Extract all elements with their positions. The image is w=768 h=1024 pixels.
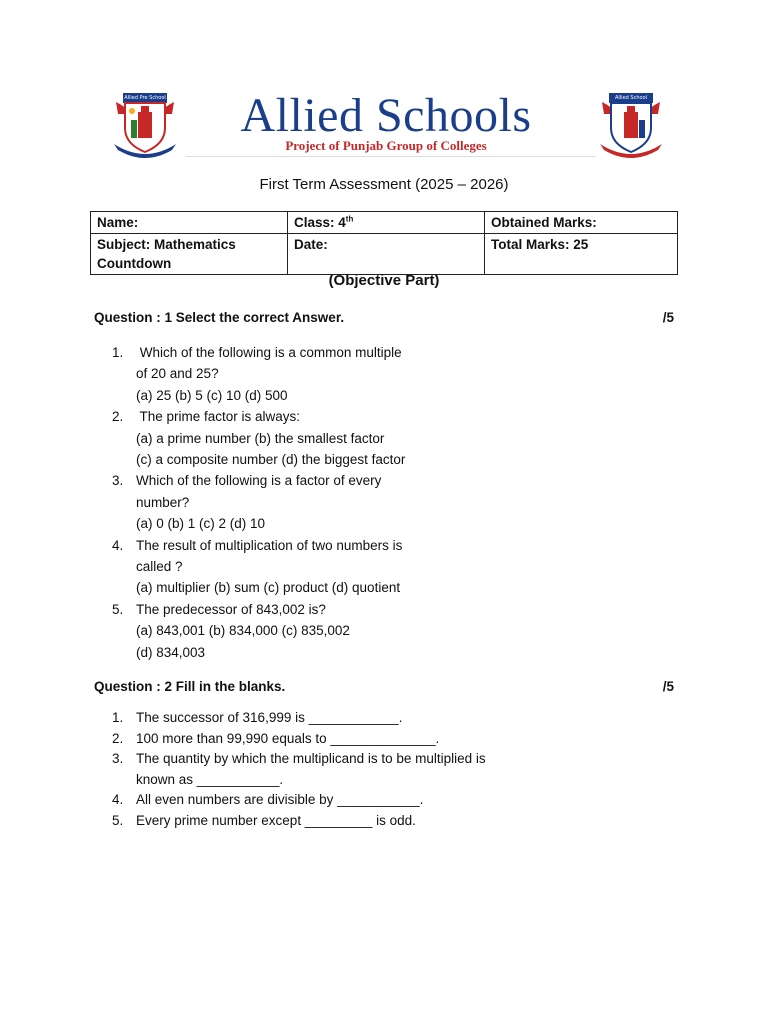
brand-tagline: Project of Punjab Group of Colleges: [285, 138, 487, 153]
item-text-line: 100 more than 99,990 equals to ______________.: [136, 730, 440, 746]
item-text-line: known as ___________.: [136, 771, 284, 787]
total-marks-label: Total Marks: 25: [491, 237, 589, 252]
name-label: Name:: [97, 215, 139, 230]
header-divider: [186, 156, 596, 157]
item-text-line: The predecessor of 843,002 is?: [136, 601, 326, 617]
item-text-line: (a) 25 (b) 5 (c) 10 (d) 500: [136, 387, 288, 403]
item-text-line: Which of the following is a factor of every: [136, 473, 382, 489]
item-text-line: All even numbers are divisible by ___________.: [136, 792, 424, 807]
student-info-table: [90, 211, 678, 275]
list-item: [112, 790, 532, 811]
date-cell[interactable]: [288, 234, 485, 275]
crest-left-caption: Allied Pre School: [124, 95, 166, 101]
question-2-marks: /5: [662, 679, 674, 694]
obtained-marks-cell[interactable]: [485, 212, 678, 234]
question-1-title: Question : 1 Select the correct Answer.: [94, 310, 345, 325]
item-text-line: of 20 and 25?: [136, 366, 219, 382]
crest-right-caption: Allied School: [614, 95, 648, 101]
table-row: [91, 212, 678, 234]
item-text-line: The successor of 316,999 is ____________.: [136, 710, 403, 725]
class-cell[interactable]: [288, 212, 485, 234]
item-text-line: called ?: [136, 559, 183, 575]
item-number: 1.: [112, 345, 124, 360]
table-row: [91, 234, 678, 275]
question-2-heading: [94, 678, 676, 696]
question-1-list: [112, 342, 552, 663]
school-crest-left: [110, 92, 180, 158]
item-text-line: Every prime number except _________ is odd.: [136, 812, 416, 828]
brand-name: Allied Schools: [240, 89, 532, 142]
question-1-heading: [94, 309, 676, 327]
school-header: [110, 90, 662, 160]
item-text-line: (c) a composite number (d) the biggest factor: [136, 452, 406, 468]
obtained-marks-label: Obtained Marks:: [491, 215, 597, 230]
question-2-list: [112, 708, 532, 831]
date-label: Date:: [294, 237, 328, 252]
class-label: Class: 4: [294, 215, 346, 230]
item-text-line: The prime factor is always:: [136, 409, 301, 425]
assessment-title: First Term Assessment (2025 – 2026): [259, 176, 509, 193]
total-marks-cell: [485, 234, 678, 275]
item-text-line: number?: [136, 494, 190, 510]
objective-part-heading: (Objective Part): [328, 272, 440, 289]
subject-label: Subject: Mathematics: [97, 237, 236, 252]
list-item: [112, 729, 532, 750]
item-text-line: The result of multiplication of two numbers is: [136, 537, 403, 553]
list-item: [112, 470, 552, 534]
name-cell[interactable]: [91, 212, 288, 234]
item-number: 4.: [112, 792, 124, 807]
class-suffix: th: [345, 214, 354, 224]
item-number: 5.: [112, 601, 124, 617]
item-number: 1.: [112, 710, 124, 725]
list-item: [112, 708, 532, 729]
school-crest-right: [596, 92, 666, 158]
item-text-line: Which of the following is a common multiple: [136, 345, 402, 360]
list-item: [112, 749, 532, 790]
list-item: [112, 811, 532, 832]
item-text-line: (a) 0 (b) 1 (c) 2 (d) 10: [136, 516, 266, 532]
question-2-title: Question : 2 Fill in the blanks.: [94, 679, 286, 694]
list-item: [112, 342, 552, 406]
question-1-marks: /5: [662, 310, 674, 325]
item-number: 2.: [112, 730, 124, 746]
item-number: 3.: [112, 473, 124, 489]
item-number: 4.: [112, 537, 124, 553]
item-text-line: (a) multiplier (b) sum (c) product (d) quotient: [136, 580, 401, 596]
subject-cell: [91, 234, 288, 275]
list-item: [112, 599, 552, 663]
item-number: 5.: [112, 812, 124, 828]
item-text-line: (d) 834,003: [136, 644, 206, 660]
item-text-line: (a) 843,001 (b) 834,000 (c) 835,002: [136, 623, 350, 639]
item-text-line: (a) a prime number (b) the smallest factor: [136, 430, 385, 446]
list-item: [112, 535, 552, 599]
item-text-line: The quantity by which the multiplicand is to be multiplied is: [136, 751, 486, 766]
item-number: 3.: [112, 751, 124, 766]
list-item: [112, 406, 552, 470]
item-number: 2.: [112, 409, 124, 425]
subject-label-continued: Countdown: [97, 256, 172, 271]
